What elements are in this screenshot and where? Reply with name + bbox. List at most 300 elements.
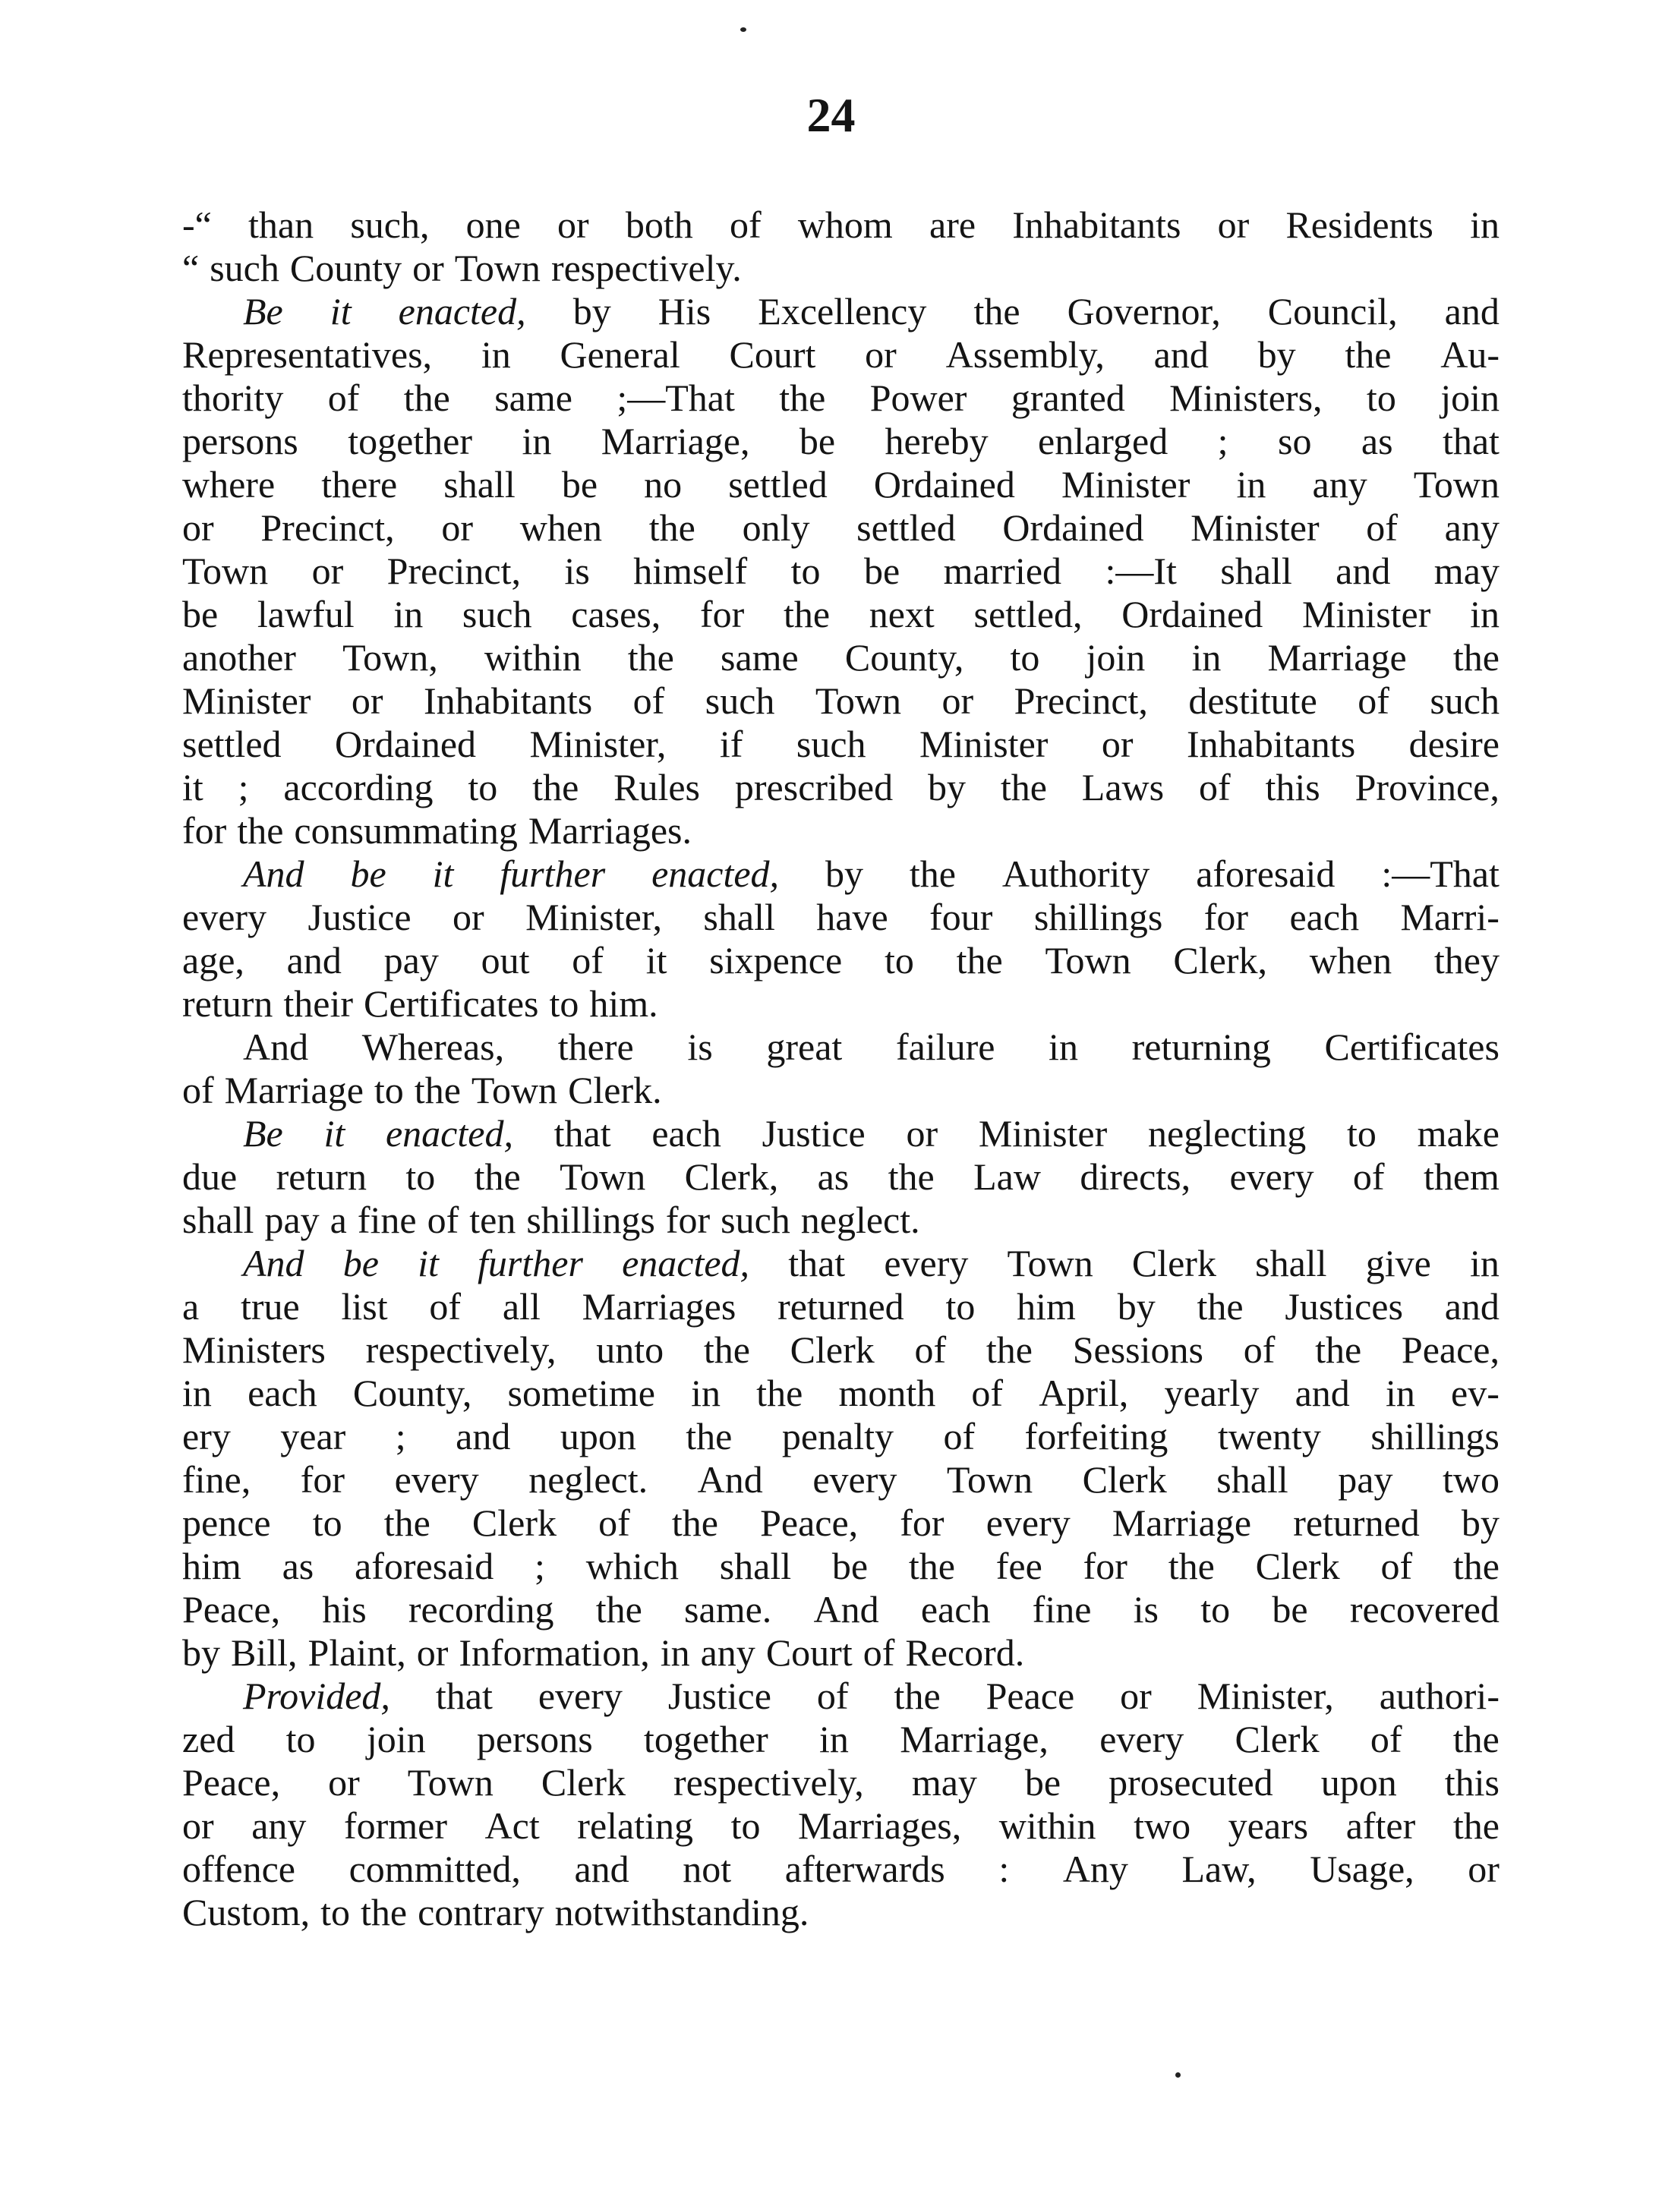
word: is <box>1133 1588 1159 1631</box>
word: or <box>441 506 474 549</box>
word: the <box>1452 1545 1500 1587</box>
word: by <box>1257 333 1296 376</box>
word: according <box>283 766 434 808</box>
word: the <box>403 377 450 419</box>
word: committed, <box>348 1848 521 1890</box>
text-line <box>182 636 1500 679</box>
text-line <box>182 1415 1500 1458</box>
ink-speck <box>1175 2072 1181 2078</box>
word: year <box>280 1415 346 1457</box>
word: shall <box>1220 550 1292 592</box>
word: enlarged <box>1038 420 1168 462</box>
word: shall <box>443 463 516 506</box>
word: any <box>1312 463 1367 506</box>
word: every <box>812 1458 897 1501</box>
word: this <box>1265 766 1320 808</box>
word: neglecting <box>1148 1112 1307 1155</box>
text-line <box>182 1675 1500 1718</box>
word: aforesaid <box>355 1545 494 1587</box>
word: forfeiting <box>1024 1415 1168 1457</box>
word: the <box>686 1415 733 1457</box>
word: Ordained <box>1121 593 1263 635</box>
word: a <box>330 1199 347 1241</box>
word: enacted, <box>398 290 526 332</box>
word: respectively, <box>365 1328 557 1371</box>
word: granted <box>1011 377 1125 419</box>
word: Court <box>765 1631 853 1674</box>
text-line <box>182 1458 1500 1501</box>
word: that <box>1442 420 1500 462</box>
word: it <box>432 852 454 895</box>
word: shall <box>1216 1458 1288 1501</box>
word: married <box>943 550 1062 592</box>
word: or <box>328 1761 360 1804</box>
text-line <box>182 1761 1500 1804</box>
word: such <box>1430 679 1500 722</box>
word: to <box>320 1891 350 1933</box>
word: fine <box>357 1199 417 1241</box>
word: Clerk <box>541 1761 626 1804</box>
word: after <box>1345 1804 1416 1847</box>
word: which <box>585 1545 679 1587</box>
word: to <box>730 1804 761 1847</box>
word: to <box>790 550 821 592</box>
word: the <box>894 1675 941 1717</box>
word: in <box>1049 1026 1078 1068</box>
word: Peace, <box>182 1761 281 1804</box>
word: And <box>243 852 304 895</box>
word: Any <box>1062 1848 1128 1890</box>
text-line <box>182 1372 1500 1415</box>
word: of <box>182 1069 214 1111</box>
word: the <box>973 290 1020 332</box>
word: Minister <box>919 723 1049 765</box>
word: Peace, <box>1401 1328 1500 1371</box>
word: Town <box>182 550 269 592</box>
word: former <box>343 1804 447 1847</box>
word: for <box>900 1501 945 1544</box>
word: to <box>1346 1112 1377 1155</box>
word: it <box>330 290 352 332</box>
word: sixpence <box>709 939 843 982</box>
word: by <box>1461 1501 1500 1544</box>
word: as <box>817 1155 850 1198</box>
word: aforesaid <box>1196 852 1336 895</box>
word: and <box>1295 1372 1350 1414</box>
word: the <box>361 1891 408 1933</box>
word: of <box>1243 1328 1276 1371</box>
word: of <box>1358 679 1389 722</box>
word: be <box>799 420 836 462</box>
word: each <box>1289 896 1360 938</box>
word: Inhabitants <box>1012 203 1181 246</box>
word: Record. <box>905 1631 1025 1674</box>
word: Town <box>815 679 902 722</box>
word: unto <box>596 1328 664 1371</box>
word: the <box>648 506 695 549</box>
text-line <box>182 723 1500 766</box>
word: the <box>1197 1285 1244 1328</box>
word: persons <box>182 420 298 462</box>
word: list <box>341 1285 388 1328</box>
text-line <box>182 1285 1500 1328</box>
word: destitute <box>1188 679 1317 722</box>
word: respectively, <box>673 1761 864 1804</box>
word: respectively. <box>550 247 742 289</box>
word: and <box>286 939 342 982</box>
word: every <box>1099 1718 1184 1760</box>
word: such <box>705 679 775 722</box>
word: or <box>412 247 444 289</box>
word: him <box>182 1545 241 1587</box>
word: fine <box>1032 1588 1092 1631</box>
word: in <box>819 1718 849 1760</box>
word: And <box>813 1588 879 1631</box>
text-line <box>182 1112 1500 1155</box>
word: Clerk, <box>684 1155 779 1198</box>
word: Ministers <box>182 1328 326 1371</box>
word: yearly <box>1164 1372 1260 1414</box>
word: return <box>182 982 273 1025</box>
word: ; <box>238 766 249 808</box>
word: Clerk <box>471 1501 557 1544</box>
word: Marriage <box>1112 1501 1252 1544</box>
word: shall <box>182 1199 254 1241</box>
word: such <box>462 593 532 635</box>
text-line <box>182 896 1500 939</box>
word: them <box>1423 1155 1500 1198</box>
word: true <box>240 1285 300 1328</box>
word: consummating <box>294 809 518 852</box>
word: or <box>941 679 974 722</box>
word: the <box>909 852 956 895</box>
word: of <box>1366 506 1398 549</box>
word: Laws <box>1081 766 1165 808</box>
word: the <box>1315 1328 1362 1371</box>
word: Marriage, <box>900 1718 1049 1760</box>
text-line <box>182 852 1500 896</box>
word: by <box>572 290 611 332</box>
word: may <box>911 1761 977 1804</box>
word: pay <box>383 939 439 982</box>
word: they <box>1433 939 1500 982</box>
word: : <box>998 1848 1010 1890</box>
word: is <box>564 550 590 592</box>
word: due <box>182 1155 238 1198</box>
word: the <box>627 636 674 679</box>
word: Town <box>1413 463 1500 506</box>
word: return <box>276 1155 367 1198</box>
word: directs, <box>1080 1155 1191 1198</box>
word: Clerk <box>1255 1545 1340 1587</box>
text-line <box>182 766 1500 809</box>
word: not <box>683 1848 732 1890</box>
word: the <box>474 1155 521 1198</box>
word: Law <box>973 1155 1041 1198</box>
word: each <box>651 1112 721 1155</box>
word: Town <box>1045 939 1131 982</box>
word: for <box>1083 1545 1127 1587</box>
word: for <box>300 1458 345 1501</box>
word: their <box>283 982 354 1025</box>
word: in <box>481 333 511 376</box>
word: every <box>538 1675 623 1717</box>
word: of <box>1370 1718 1402 1760</box>
word: Court <box>729 333 816 376</box>
word: to <box>1366 377 1396 419</box>
word: County <box>289 247 402 289</box>
word: the <box>703 1328 750 1371</box>
word: when <box>519 506 603 549</box>
word: Rules <box>613 766 701 808</box>
word: of <box>943 1415 976 1457</box>
word: the <box>986 1328 1033 1371</box>
word: His <box>658 290 711 332</box>
text-line <box>182 506 1500 550</box>
word: desire <box>1408 723 1500 765</box>
word: ; <box>1217 420 1228 462</box>
word: Clerk <box>1082 1458 1167 1501</box>
word: every <box>884 1242 969 1284</box>
word: be <box>863 550 900 592</box>
word: the <box>1452 1804 1500 1847</box>
word: himself <box>633 550 748 592</box>
word: to <box>312 1501 342 1544</box>
word: Excellency <box>758 290 927 332</box>
body-text <box>182 203 1500 1934</box>
word: together <box>643 1718 768 1760</box>
word: or <box>557 203 589 246</box>
word: hereby <box>885 420 989 462</box>
word: in <box>1469 1242 1500 1284</box>
word: Minister <box>1301 593 1431 635</box>
word: of <box>914 1328 947 1371</box>
text-line <box>182 1718 1500 1761</box>
word: of <box>598 1501 630 1544</box>
word: in <box>1470 203 1500 246</box>
text-line <box>182 1155 1500 1199</box>
text-line <box>182 1501 1500 1545</box>
word: Precinct, <box>260 506 395 549</box>
word: Law, <box>1181 1848 1257 1890</box>
word: such <box>796 723 866 765</box>
word: that <box>553 1112 611 1155</box>
word: it <box>323 1112 345 1155</box>
word: for <box>665 1199 711 1241</box>
word: or <box>452 896 484 938</box>
word: any <box>1444 506 1500 549</box>
word: Precinct, <box>1014 679 1148 722</box>
word: returned <box>777 1285 904 1328</box>
word: or <box>311 550 344 592</box>
word: recovered <box>1349 1588 1500 1631</box>
text-line <box>182 809 1500 852</box>
word: :—It <box>1105 550 1177 592</box>
word: the <box>1452 1718 1500 1760</box>
word: for <box>1203 896 1249 938</box>
word: Residents <box>1285 203 1433 246</box>
word: the <box>1452 636 1500 679</box>
word: in <box>182 1372 212 1414</box>
word: the <box>414 1069 461 1111</box>
word: same <box>494 377 572 419</box>
word: and <box>1153 333 1209 376</box>
word: to <box>1200 1588 1231 1631</box>
word: Ordained <box>334 723 477 765</box>
word: ; <box>535 1545 545 1587</box>
word: Clerk. <box>568 1069 662 1111</box>
word: Certificates <box>364 982 539 1025</box>
word: that <box>788 1242 846 1284</box>
word: Ordained <box>873 463 1015 506</box>
word: Minister, <box>529 723 667 765</box>
word: authori- <box>1379 1675 1500 1717</box>
word: of <box>971 1372 1004 1414</box>
word: Bill, <box>231 1631 298 1674</box>
word: :—That <box>1381 852 1500 895</box>
word: in <box>660 1631 690 1674</box>
word: be <box>342 1242 379 1284</box>
word: Marriages. <box>528 809 692 852</box>
word: Peace <box>986 1675 1075 1717</box>
word: are <box>929 203 976 246</box>
word: of <box>572 939 604 982</box>
text-line <box>182 377 1500 420</box>
text-line <box>182 550 1500 593</box>
word: enacted, <box>622 1242 750 1284</box>
text-line <box>182 1804 1500 1848</box>
word: Marriage <box>1267 636 1407 679</box>
word: Governor, <box>1067 290 1221 332</box>
word: failure <box>895 1026 995 1068</box>
word: be <box>1024 1761 1061 1804</box>
word: join <box>366 1718 426 1760</box>
word: April, <box>1039 1372 1129 1414</box>
text-line <box>182 203 1500 247</box>
word: as <box>282 1545 314 1587</box>
word: Minister, <box>525 896 662 938</box>
word: whom <box>797 203 893 246</box>
text-line <box>182 1545 1500 1588</box>
word: such, <box>350 203 430 246</box>
word: Town <box>560 1155 646 1198</box>
word: by <box>927 766 966 808</box>
word: years <box>1228 1804 1309 1847</box>
word: settled <box>728 463 828 506</box>
word: the <box>779 377 826 419</box>
word: and <box>1336 550 1391 592</box>
word: Clerk, <box>1173 939 1268 982</box>
word: or <box>906 1112 938 1155</box>
word: upon <box>560 1415 636 1457</box>
word: Minister <box>1061 463 1191 506</box>
word: any <box>700 1631 755 1674</box>
word: to <box>285 1718 316 1760</box>
word: upon <box>1320 1761 1397 1804</box>
word: by <box>182 1631 220 1674</box>
word: of <box>1198 766 1231 808</box>
word: every <box>394 1458 479 1501</box>
word: each <box>248 1372 317 1414</box>
word: Marriage, <box>601 420 750 462</box>
word: him <box>1017 1285 1076 1328</box>
word: of <box>816 1675 849 1717</box>
word: be <box>182 593 219 635</box>
word: or <box>1217 203 1250 246</box>
word: County, <box>352 1372 472 1414</box>
word: General <box>560 333 680 376</box>
word: one <box>465 203 521 246</box>
word: by <box>1117 1285 1156 1328</box>
word: Certificates <box>1324 1026 1500 1068</box>
word: Clerk <box>790 1328 875 1371</box>
word: Information, <box>459 1631 650 1674</box>
word: of <box>1352 1155 1385 1198</box>
word: Justice <box>667 1675 771 1717</box>
word: the <box>1168 1545 1215 1587</box>
word: ev- <box>1451 1372 1500 1414</box>
word: and <box>1444 1285 1500 1328</box>
word: two <box>1443 1458 1500 1501</box>
word: to <box>884 939 914 982</box>
word: where <box>182 463 276 506</box>
word: in <box>1236 463 1266 506</box>
word: be <box>831 1545 869 1587</box>
word: it <box>418 1242 439 1284</box>
page-number: 24 <box>806 88 856 142</box>
word: Marriages, <box>798 1804 962 1847</box>
word: there <box>321 463 398 506</box>
word: shillings <box>526 1199 655 1241</box>
word: four <box>929 896 993 938</box>
word: Province, <box>1355 766 1500 808</box>
word: settled <box>856 506 956 549</box>
word: Minister <box>978 1112 1108 1155</box>
word: in <box>522 420 552 462</box>
word: And <box>243 1026 309 1068</box>
word: Marri- <box>1400 896 1500 938</box>
word: both <box>625 203 693 246</box>
word: than <box>248 203 314 246</box>
word: so <box>1277 420 1312 462</box>
word: to <box>1010 636 1040 679</box>
word: penalty <box>781 1415 894 1457</box>
word: Whereas, <box>361 1026 505 1068</box>
word: every <box>986 1501 1071 1544</box>
word: sometime <box>507 1372 655 1414</box>
word: Minister, <box>1197 1675 1334 1717</box>
word: when <box>1309 939 1392 982</box>
word: And <box>243 1242 304 1284</box>
word: returned <box>1293 1501 1420 1544</box>
word: neglect. <box>800 1199 920 1241</box>
word: or <box>1468 1848 1500 1890</box>
word: pay <box>1338 1458 1393 1501</box>
text-line <box>182 982 1500 1026</box>
word: and <box>456 1415 511 1457</box>
word: Town <box>1007 1242 1093 1284</box>
word: join <box>1440 377 1500 419</box>
word: Ministers, <box>1169 377 1323 419</box>
text-line <box>182 247 1500 290</box>
word: Council, <box>1267 290 1398 332</box>
word: Au- <box>1440 333 1500 376</box>
word: Peace, <box>182 1588 281 1631</box>
word: it <box>182 766 203 808</box>
word: ten <box>469 1199 516 1241</box>
word: notwithstanding. <box>554 1891 809 1933</box>
word: of <box>427 1199 459 1241</box>
